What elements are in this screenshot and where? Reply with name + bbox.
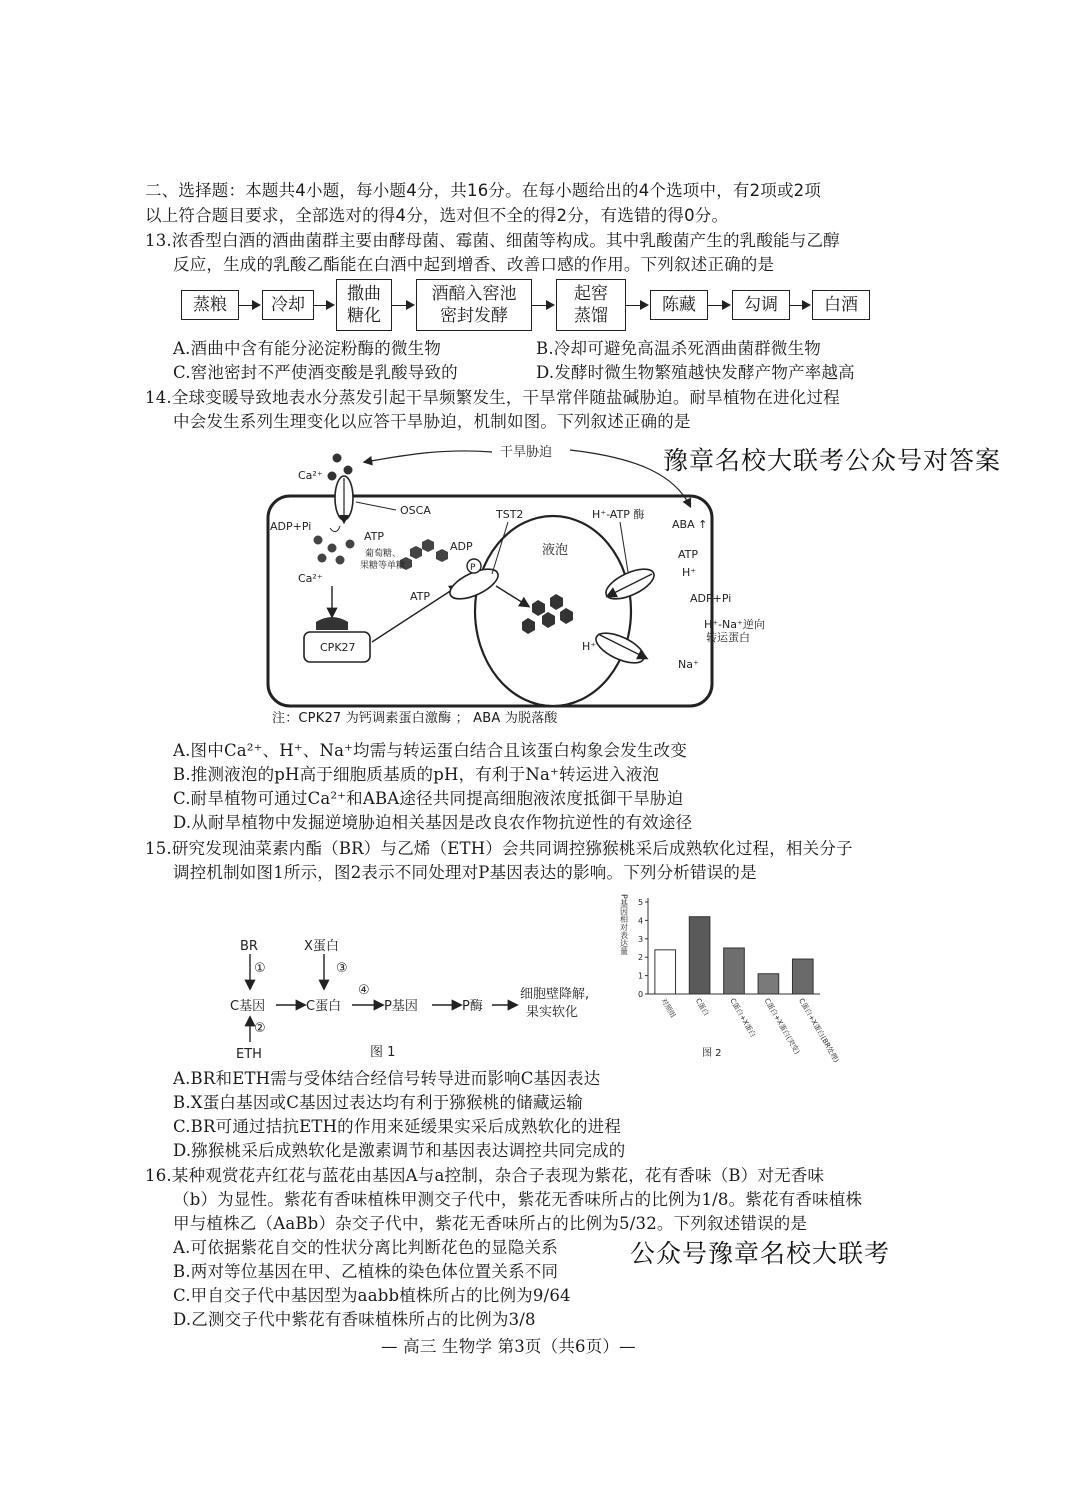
category-label-1: 对照组: [659, 997, 677, 1020]
flow-step-5: [556, 279, 626, 331]
flow-arrow: [314, 305, 333, 306]
vacuole-label: 液泡: [542, 543, 569, 558]
antiporter-label-1: H⁺-Na⁺逆向: [704, 618, 765, 631]
figure2-caption: 图 2: [702, 1048, 722, 1059]
flow-step-5-line2: 蒸馏: [574, 306, 608, 326]
result-line-2: 果实软化: [526, 1005, 579, 1020]
watermark-1: 豫章名校大联考公众号对答案: [663, 446, 1002, 475]
q13-option-b: B.冷却可避免高温杀死酒曲菌群微生物: [536, 339, 821, 358]
drought-stress-label: 干旱胁迫: [500, 445, 553, 460]
q16-option-a: A.可依据紫花自交的性状分离比判断花色的显隐关系: [173, 1238, 558, 1257]
p-enzyme-label: P酶: [462, 999, 483, 1014]
eth-label: ETH: [236, 1047, 262, 1062]
q14-figure-note: 注：CPK27 为钙调素蛋白激酶 ； ABA 为脱落酸: [272, 711, 558, 726]
q15-stem-line2: 调控机制如图1所示，图2表示不同处理对P基因表达的影响。下列分析错误的是: [173, 863, 757, 882]
q13-option-a: A.酒曲中含有能分泌淀粉酶的微生物: [173, 339, 442, 358]
q13-option-d: D.发酵时微生物繁殖越快发酵产物产率越高: [536, 363, 855, 382]
adp-label: ADP: [450, 540, 473, 553]
h-plus-right: H⁺: [682, 566, 697, 579]
page-footer: — 高三 生物学 第3页（共6页）—: [381, 1337, 636, 1356]
figure1-caption: 图 1: [370, 1045, 396, 1060]
ca-inside-label: Ca²⁺: [298, 572, 323, 585]
flow-step-5-line1: 起窖: [574, 284, 608, 304]
ca-ions-inside: [314, 536, 355, 565]
br-label: BR: [240, 939, 258, 954]
q14-drought-diagram: [260, 436, 765, 736]
flow-step-2: 冷却: [262, 290, 314, 320]
q16-option-b: B.两对等位基因在甲、乙植株的染色体位置关系不同: [173, 1262, 559, 1281]
result-line-1: 细胞壁降解,: [520, 987, 590, 1002]
x-protein-label: X蛋白: [304, 939, 339, 954]
q14-option-b: B.推测液泡的pH高于细胞质基质的pH，有利于Na⁺转运进入液泡: [173, 765, 660, 784]
category-label-4: C蛋白+X蛋白(突变): [762, 997, 802, 1056]
flow-arrow: [239, 305, 259, 306]
category-label-5: C蛋白+X蛋白(BR处理): [797, 997, 841, 1064]
p-gene-label: P基因: [384, 999, 418, 1014]
bar-3: [724, 948, 745, 994]
q15-option-c: C.BR可通过拮抗ETH的作用来延缓果实采后成熟软化的进程: [173, 1117, 622, 1136]
q15-figure1: [220, 930, 620, 1062]
q16-stem-line3: 甲与植株乙（AaBb）杂交子代中，紫花无香味所占的比例为5/32。下列叙述错误的是: [173, 1214, 808, 1233]
flow-step-3: [336, 279, 392, 331]
q13-option-c: C.窖池密封不严使酒变酸是乳酸导致的: [173, 363, 458, 382]
q14-stem-line1: 14.全球变暖导致地表水分蒸发引起干旱频繁发生，干旱常伴随盐碱胁迫。耐旱植物在进化过程: [145, 388, 840, 407]
step-3-label: ③: [336, 961, 348, 976]
category-label-3: C蛋白+X蛋白: [728, 997, 757, 1039]
aba-label: ABA ↑: [672, 518, 708, 531]
y-tick-label: 0: [638, 990, 644, 999]
sugar-hexagons: [400, 539, 448, 570]
bar-4: [758, 974, 779, 994]
sugar-label-1: 葡萄糖、: [365, 549, 402, 559]
q15-option-d: D.猕猴桃采后成熟软化是激素调节和基因表达调控共同完成的: [173, 1141, 626, 1160]
flow-arrow: [532, 305, 553, 306]
bar-5: [792, 959, 813, 994]
ca-outside-label: Ca²⁺: [298, 469, 323, 482]
flow-step-3-line2: 糖化: [347, 306, 381, 326]
q16-option-c: C.甲自交子代中基因型为aabb植株所占的比例为9/64: [173, 1286, 571, 1305]
h-atpase-label: H⁺-ATP 酶: [592, 508, 645, 521]
phosphate-label: P: [470, 563, 476, 573]
cpk27-receptor: [316, 617, 348, 630]
adp-pi-left: ADP+Pi: [270, 520, 312, 533]
drought-arrow-left: [365, 451, 492, 462]
step-1-label: ①: [254, 961, 266, 976]
q15-option-a: A.BR和ETH需与受体结合经信号转导进而影响C基因表达: [173, 1069, 601, 1088]
flow-step-4-line2: 密封发酵: [440, 306, 508, 326]
flow-step-1: 蒸粮: [181, 290, 239, 320]
q14-option-a: A.图中Ca²⁺、H⁺、Na⁺均需与转运蛋白结合且该蛋白构象会发生改变: [173, 741, 688, 760]
q13-stem-line1: 13.浓香型白酒的酒曲菌群主要由酵母菌、霉菌、细菌等构成。其中乳酸菌产生的乳酸能与乙醇: [145, 231, 840, 250]
flow-arrow: [790, 305, 809, 306]
section-header-line2: 以上符合题目要求，全部选对的得4分，选对但不全的得2分，有选错的得0分。: [145, 206, 729, 225]
h-plus-antiporter: H⁺: [582, 640, 597, 653]
na-plus-label: Na⁺: [678, 658, 699, 671]
flow-step-4-line1: 酒醅入窖池: [431, 284, 517, 304]
q14-option-c: C.耐旱植物可通过Ca²⁺和ABA途径共同提高细胞液浓度抵御干旱胁迫: [173, 789, 684, 808]
tst2-label: TST2: [496, 508, 524, 521]
q16-stem-line2: （b）为显性。紫花有香味植株甲测交子代中，紫花无香味所占的比例为1/8。紫花有香味植株: [173, 1190, 863, 1209]
bar-2: [689, 917, 710, 994]
flow-step-8: 白酒: [812, 290, 870, 320]
y-tick-label: 4: [638, 916, 644, 926]
q14-option-d: D.从耐旱植物中发掘逆境胁迫相关基因是改良农作物抗逆性的有效途径: [173, 813, 693, 832]
y-tick-label: 3: [638, 934, 644, 944]
atp-left: ATP: [364, 530, 385, 543]
category-label-2: C蛋白: [693, 997, 711, 1018]
bar-1: [655, 950, 676, 994]
flow-step-3-line1: 撒曲: [347, 284, 381, 304]
section-header-line1: 二、选择题：本题共4小题，每小题4分，共16分。在每小题给出的4个选项中，有2项或2项: [145, 181, 822, 200]
drought-arrow-right: [570, 450, 690, 506]
osca-label: OSCA: [400, 504, 431, 517]
q15-option-b: B.X蛋白基因或C基因过表达均有利于猕猴桃的储藏运输: [173, 1093, 583, 1112]
atp-right: ATP: [678, 548, 699, 561]
atp-label: ATP: [410, 590, 431, 603]
c-gene-label: C基因: [230, 999, 266, 1014]
q13-stem-line2: 反应，生成的乳酸乙酯能在白酒中起到增香、改善口感的作用。下列叙述正确的是: [173, 255, 775, 274]
cpk27-label: CPK27: [320, 641, 356, 654]
q15-stem-line1: 15.研究发现油菜素内酯（BR）与乙烯（ETH）会共同调控猕猴桃采后成熟软化过程，相关分子: [145, 839, 853, 858]
y-tick-label: 1: [638, 971, 644, 981]
y-tick-label: 5: [638, 898, 644, 907]
flow-arrow: [708, 305, 729, 306]
flow-step-6: 陈藏: [650, 290, 708, 320]
flow-arrow: [626, 305, 647, 306]
q14-stem-line2: 中会发生系列生理变化以应答干旱胁迫，机制如图。下列叙述正确的是: [173, 412, 691, 431]
flow-step-4: [416, 279, 532, 331]
step-2-label: ②: [254, 1021, 266, 1036]
step-4-label: ④: [358, 983, 370, 998]
q15-figure2-chart: [618, 886, 841, 1064]
adp-pi-right: ADP+Pi: [690, 592, 732, 605]
q16-stem-line1: 16.某种观赏花卉红花与蓝花由基因A与a控制，杂合子表现为紫花，花有香味（B）对无香味: [145, 1166, 825, 1185]
flow-step-7: 勾调: [732, 290, 790, 320]
q16-option-d: D.乙测交子代中紫花有香味植株所占的比例为3/8: [173, 1310, 536, 1329]
y-tick-label: 2: [638, 953, 644, 963]
c-protein-label: C蛋白: [306, 999, 342, 1014]
flow-arrow: [392, 305, 413, 306]
antiporter-label-2: 转运蛋白: [706, 631, 750, 644]
y-axis-label: P基因相对表达量: [619, 894, 629, 955]
watermark-2: 公众号豫章名校大联考: [630, 1239, 891, 1268]
sugar-label-2: 果糖等单糖: [360, 561, 406, 571]
